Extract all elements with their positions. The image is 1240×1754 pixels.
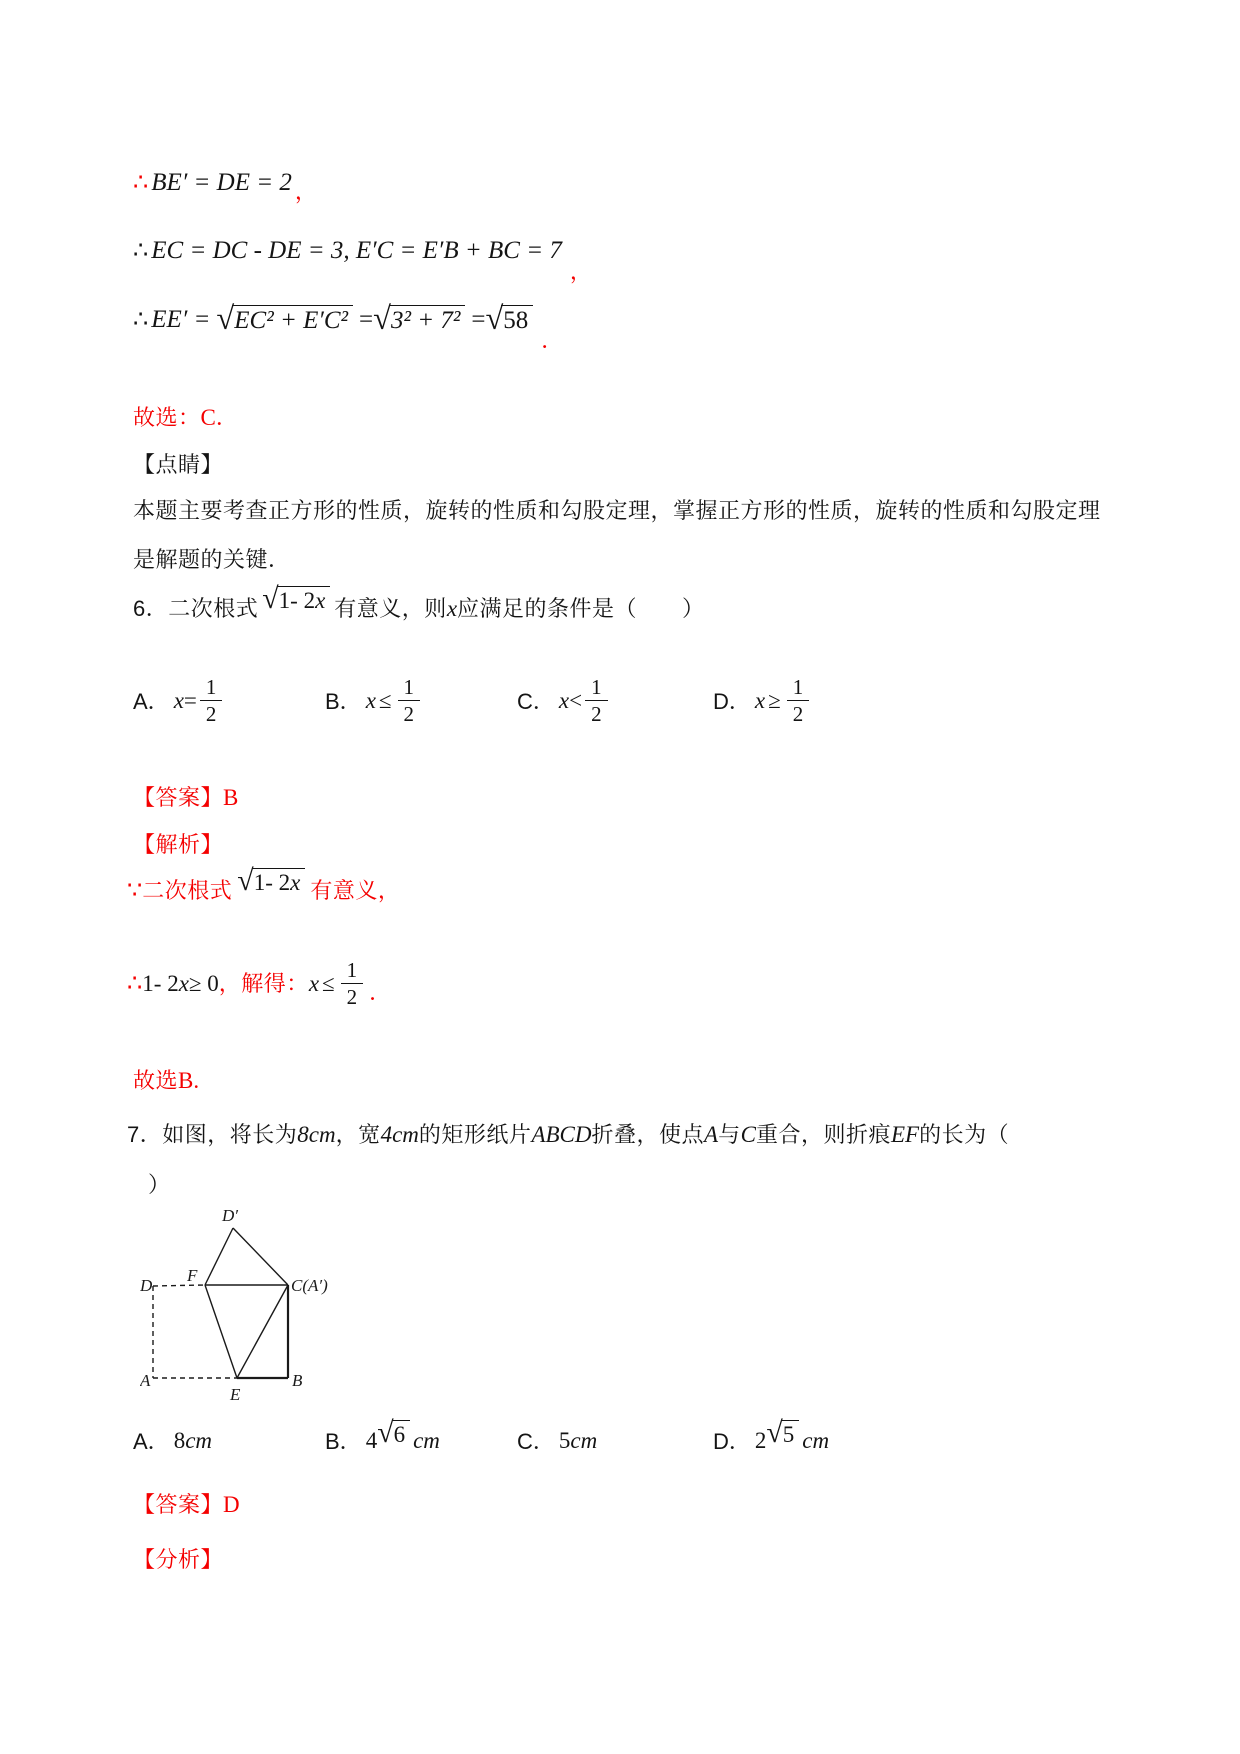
radicand (252, 868, 306, 895)
solution-text: 二次根式 (142, 878, 233, 903)
choose-letter: B. (178, 1068, 200, 1093)
stem-prefix: 6．二次根式 (133, 596, 259, 621)
tip-text-line1: 本题主要考查正方形的性质，旋转的性质和勾股定理，掌握正方形的性质，旋转的性质和勾股定理 (133, 498, 1101, 523)
q6-solution-because (127, 864, 401, 906)
edge-e-c (237, 1285, 288, 1378)
question-7-stem (127, 1120, 1009, 1150)
fraction-denominator: 2 (346, 985, 358, 1010)
option-relation: ≥ (768, 687, 781, 713)
fraction (585, 675, 608, 726)
tip-header: 【点睛】 (133, 452, 224, 477)
stem-math: 4cm (380, 1122, 419, 1147)
stem-text: 折叠，使点 (591, 1122, 705, 1147)
radicand (277, 586, 331, 613)
option-label: A． (133, 689, 170, 715)
radicand-var: x (290, 870, 301, 896)
period: ． (215, 405, 239, 430)
option-var: x (173, 687, 184, 713)
q7-option-d (713, 1415, 830, 1456)
sqrt-sign: √ (237, 864, 254, 898)
tip-text-line2: 是解题的关键． (133, 547, 291, 572)
answer-letter: D (223, 1492, 240, 1517)
period: ． (541, 328, 564, 353)
fraction (200, 675, 223, 726)
fraction-numerator: 1 (341, 958, 364, 984)
stem-close-paren: ） (148, 1172, 171, 1197)
option-unit: cm (570, 1427, 598, 1453)
stem-text: ，宽 (335, 1122, 381, 1147)
option-number: 2 (754, 1427, 767, 1453)
label-c: C(A′) (291, 1276, 328, 1295)
fraction-denominator: 2 (403, 702, 415, 727)
sqrt-sign: √ (377, 1415, 394, 1449)
q7-option-a (133, 1425, 212, 1456)
fraction (398, 675, 421, 726)
option-label: A． (133, 1429, 170, 1454)
fraction-denominator: 2 (792, 702, 804, 727)
choose-letter: C (200, 405, 216, 430)
q6-analysis-label: 【解析】 (133, 832, 224, 857)
formula-ee-sqrt (133, 301, 564, 353)
radicand-number: 1- 2 (253, 870, 291, 896)
radical (216, 301, 353, 338)
radicand-var: x (315, 588, 326, 614)
radical (377, 1415, 410, 1449)
sqrt-sign: √ (766, 1415, 783, 1449)
math-expression: BE′ = DE = 2 (151, 168, 292, 196)
math-expression: EE′ = (151, 305, 211, 333)
edge-d-f-dashed (153, 1285, 205, 1286)
fraction-numerator: 1 (398, 675, 421, 701)
q6-option-d (713, 675, 812, 726)
option-number: 4 (365, 1427, 378, 1453)
math-relation: ≥ 0 (188, 970, 219, 996)
option-label: B． (325, 689, 362, 715)
q7-option-b (325, 1415, 440, 1456)
option-unit: cm (413, 1427, 440, 1453)
equals-sign: = (471, 305, 486, 333)
option-var: x (754, 687, 766, 713)
option-label: D． (713, 689, 751, 715)
option-number: 5 (558, 1427, 571, 1453)
stem-math: EF (890, 1122, 920, 1147)
q7-answer (133, 1490, 240, 1520)
sqrt-sign: √ (485, 301, 504, 338)
option-relation: ≤ (378, 687, 392, 713)
stem-text: 重合，则折痕 (755, 1122, 891, 1147)
stem-text: 与 (718, 1122, 741, 1147)
option-label: D． (713, 1429, 751, 1454)
q6-option-b (325, 675, 423, 726)
sqrt-sign: √ (373, 301, 391, 338)
therefore-symbol: ∴ (133, 307, 149, 334)
option-unit: cm (185, 1427, 213, 1453)
q6-answer (133, 783, 238, 813)
stem-variable: x (446, 595, 458, 621)
label-d: D (140, 1276, 153, 1295)
edge-dprime-c (233, 1228, 288, 1285)
answer-label: 【答案】 (133, 785, 224, 810)
label-f: F (187, 1266, 198, 1285)
fraction (787, 675, 810, 726)
option-label: C． (517, 1429, 555, 1454)
therefore-symbol: ∴ (133, 238, 149, 265)
math-number: 1- 2 (142, 970, 179, 996)
solution-text: 有意义， (310, 878, 401, 903)
radicand: 3² + 7² (389, 305, 465, 334)
option-relation: < (569, 687, 583, 713)
formula-ec-dc (133, 236, 593, 284)
label-e: E (230, 1385, 241, 1404)
radical (237, 864, 305, 898)
stem-text: 的矩形纸片 (418, 1122, 532, 1147)
question-6-stem (133, 582, 705, 624)
q7-analysis-label: 【分析】 (133, 1547, 224, 1572)
option-number: 8 (173, 1427, 186, 1453)
fraction-numerator: 1 (200, 675, 223, 701)
radicand: 6 (392, 1420, 411, 1447)
math-expression: EC = DC - DE = 3, E′C = E′B + BC = 7 (151, 236, 562, 264)
radical (766, 1415, 799, 1449)
math-relation: ≤ (322, 970, 335, 996)
stem-suffix: 应满足的条件是（ ） (457, 596, 705, 621)
radicand: 58 (501, 305, 533, 334)
fraction-numerator: 1 (585, 675, 608, 701)
radical (262, 582, 330, 616)
stem-text: 的长为（ (919, 1122, 1010, 1147)
option-var: x (558, 687, 570, 713)
comma: ， (569, 259, 593, 284)
q7-figure (140, 1203, 350, 1418)
radicand: EC² + E′C² (232, 305, 353, 334)
label-a: A (140, 1371, 151, 1390)
answer-label: 【答案】 (133, 1492, 224, 1517)
stem-math: 8cm (297, 1122, 336, 1147)
answer-letter: B (223, 785, 239, 810)
q6-solution-therefore (127, 958, 392, 1010)
math-var: x (178, 970, 189, 996)
stem-math: ABCD (531, 1122, 592, 1147)
sqrt-sign: √ (262, 582, 279, 616)
radicand: 5 (781, 1420, 800, 1447)
stem-text: 7．如图，将长为 (127, 1122, 298, 1147)
q6-option-c (517, 675, 611, 726)
option-label: C． (517, 689, 555, 715)
math-var: x (308, 970, 320, 996)
fraction-denominator: 2 (205, 702, 217, 727)
radicand-number: 1- 2 (278, 588, 316, 614)
option-label: B． (325, 1429, 362, 1454)
formula-be-de (133, 168, 318, 204)
q6-choose (133, 1066, 199, 1096)
answer-choose-c (133, 403, 238, 433)
period: ． (369, 979, 392, 1005)
option-unit: cm (802, 1427, 830, 1453)
choose-text: 故选 (133, 1068, 179, 1093)
fold-diagram (140, 1203, 350, 1413)
option-var: x (365, 687, 376, 713)
question-6-options (133, 675, 1183, 745)
therefore-symbol: ∴ (127, 971, 143, 998)
therefore-symbol: ∴ (133, 170, 149, 197)
question-7-options (133, 1415, 1183, 1495)
edge-f-dprime (205, 1228, 233, 1285)
fraction (341, 958, 364, 1009)
stem-math: A (704, 1122, 719, 1147)
label-d-prime: D′ (222, 1206, 238, 1225)
equals-sign: = (359, 305, 374, 333)
solution-text: ，解得： (218, 970, 309, 996)
label-b: B (292, 1371, 303, 1390)
q7-option-c (517, 1425, 597, 1456)
option-relation: = (183, 687, 197, 713)
fraction-denominator: 2 (591, 702, 602, 727)
stem-middle: 有意义，则 (334, 596, 447, 621)
fraction-numerator: 1 (787, 675, 810, 701)
comma: ， (294, 179, 318, 204)
radical (373, 301, 465, 338)
sqrt-sign: √ (216, 301, 235, 338)
choose-text: 故选： (133, 405, 201, 430)
q6-option-a (133, 675, 225, 726)
crease-f-e (205, 1285, 237, 1378)
radical (485, 301, 533, 338)
stem-math: C (740, 1122, 756, 1147)
because-symbol: ∵ (127, 878, 143, 905)
